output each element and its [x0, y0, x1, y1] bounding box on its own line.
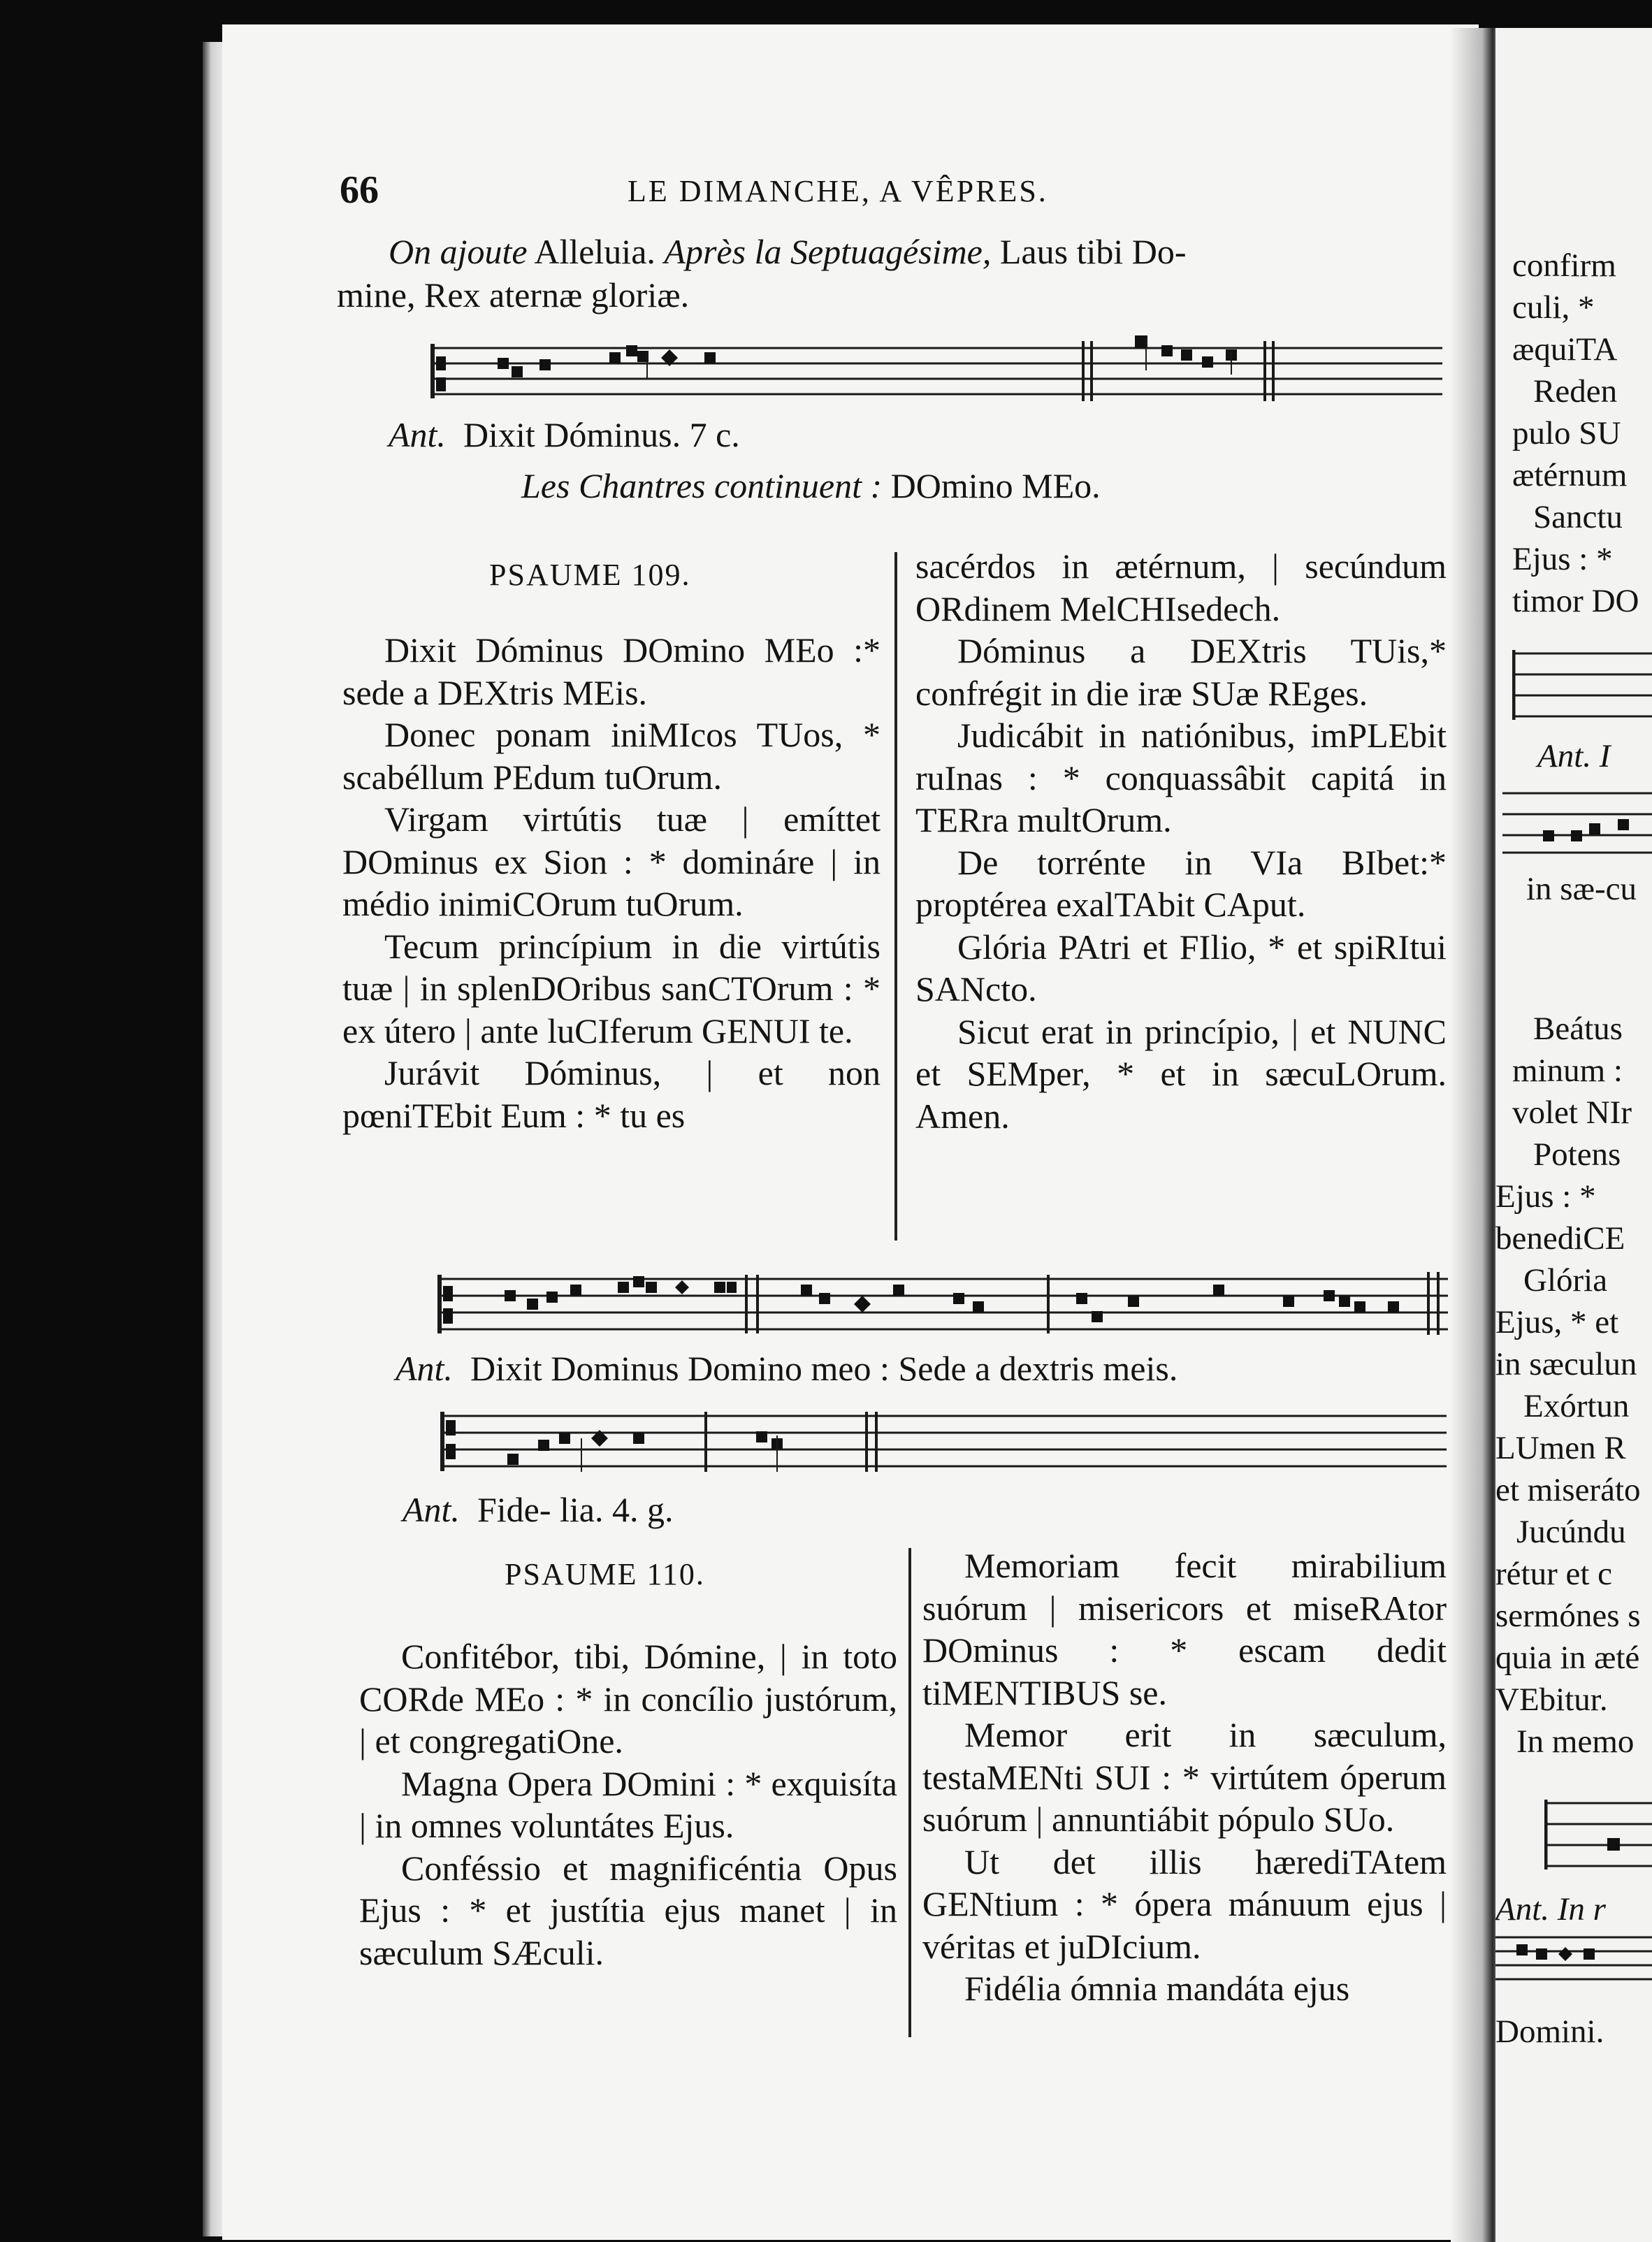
- book-spine-edge: [203, 42, 224, 2236]
- facing-line: volet NIr: [1512, 1094, 1632, 1131]
- facing-line: in sæculun: [1495, 1346, 1637, 1382]
- facing-line: timor DO: [1512, 583, 1639, 619]
- verse: Dixit Dóminus DOmino MEo :* sede a DEXtris MEis.: [342, 630, 881, 712]
- facing-line: Ejus : *: [1512, 541, 1613, 577]
- facing-line: rétur et c: [1495, 1556, 1613, 1592]
- verse: Confitébor, tibi, Dómine, | in toto CORde MEo : * in concílio justórum, | et congregatiOne.: [359, 1637, 897, 1760]
- page-number: 66: [340, 168, 379, 212]
- facing-line: Sanctu: [1533, 499, 1623, 535]
- facing-line: sermónes s: [1495, 1598, 1641, 1634]
- psalm-109-right-column: [915, 545, 1447, 1137]
- facing-line: benediCE: [1495, 1220, 1625, 1257]
- verse: Magna Opera DOmini : * exquisíta | in omnes voluntátes Ejus.: [359, 1763, 897, 1845]
- verse: Conféssio et magnificéntia Opus Ejus : * et justítia ejus manet | in sæculum SÆculi.: [359, 1848, 897, 1972]
- facing-line: et miseráto: [1495, 1472, 1641, 1508]
- facing-line: Ejus : *: [1495, 1178, 1596, 1215]
- facing-line: minum :: [1512, 1053, 1623, 1089]
- verse: Dóminus a DEXtris TUis,* confrégit in die iræ SUæ REges.: [915, 631, 1447, 713]
- facing-line: Jucúndu: [1516, 1514, 1626, 1550]
- psalm-110-title: PSAUME 110.: [505, 1557, 705, 1591]
- verse: Ut det illis hærediTAtem GENtium : * ópera mánuum ejus | véritas et juDIcium.: [922, 1842, 1447, 1966]
- facing-page: [1495, 28, 1652, 2242]
- facing-staff: [1495, 1929, 1652, 1992]
- verse: Jurávit Dóminus, | et non pœniTEbit Eum : * tu es: [342, 1053, 881, 1135]
- verse: Memor erit in sæculum, testaMENti SUI : * virtútem óperum suórum | annuntiábit pópulo SUo.: [922, 1715, 1447, 1839]
- facing-line: Potens: [1533, 1136, 1621, 1173]
- psalm-110-left-column: [359, 1635, 897, 1974]
- verse: Donec ponam iniMIcos TUos, * scabéllum PEdum tuOrum.: [342, 715, 881, 797]
- column-rule: [908, 1548, 911, 2037]
- column-rule: [894, 552, 897, 1241]
- antiphon-2: Ant. Dixit Dominus Domino meo : Sede a dextris meis.: [396, 1349, 1178, 1388]
- facing-line: Ant. I: [1537, 738, 1611, 774]
- psalm-109-title: PSAUME 109.: [489, 558, 691, 592]
- facing-line: Ejus, * et: [1495, 1304, 1619, 1340]
- chant-staff-fidelia: [440, 1405, 1447, 1482]
- facing-staff: [1512, 643, 1652, 727]
- antiphon-3: Ant. Fide- lia. 4. g.: [403, 1490, 674, 1529]
- facing-line: pulo SU: [1512, 415, 1621, 451]
- antiphon-1: Ant. Dixit Dóminus. 7 c.: [389, 415, 740, 454]
- facing-line: quia in æté: [1495, 1640, 1640, 1676]
- chant-staff-intonation: [430, 335, 1442, 405]
- psalm-110-right-column: [922, 1545, 1447, 2010]
- verse: Sicut erat in princípio, | et NUNC et SEMper, * et in sæcuLOrum. Amen.: [915, 1011, 1447, 1136]
- rubric-line-2: mine, Rex aternæ gloriæ.: [337, 275, 690, 314]
- facing-line: VEbitur.: [1495, 1682, 1608, 1718]
- verse: De torrénte in VIa BIbet:* proptérea exalTAbit CAput.: [915, 842, 1447, 924]
- facing-line: Beátus: [1533, 1011, 1623, 1047]
- facing-line: Glória: [1523, 1262, 1608, 1299]
- verse: Memoriam fecit mirabilium suórum | misericors et miseRAtor DOminus : * escam dedit tiMENTIBUS se.: [922, 1546, 1447, 1712]
- verse: sacérdos in ætérnum, | secúndum ORdinem MelCHIsedech.: [915, 547, 1447, 628]
- facing-staff: [1502, 783, 1652, 860]
- facing-line: culi, *: [1512, 289, 1595, 326]
- facing-line: æquiTA: [1512, 331, 1618, 368]
- rubric-line-1: On ajoute Alleluia. Après la Septuagésime, Laus tibi Do-: [389, 232, 1187, 271]
- facing-line: confirm: [1512, 247, 1616, 284]
- chant-staff-antiphon-dixit: [437, 1265, 1448, 1342]
- facing-line: Ant. In r: [1495, 1891, 1606, 1928]
- verse: Judicábit in natiónibus, imPLEbit ruInas : * conquassâbit capitá in TERra multOrum.: [915, 716, 1447, 839]
- verse: Fidélia ómnia mandáta ejus: [964, 1969, 1350, 2008]
- facing-line: ætérnum: [1512, 457, 1628, 493]
- facing-line: Domini.: [1495, 2013, 1604, 2050]
- verse: Tecum princípium in die virtútis tuæ | in splenDOribus sanCTOrum : * ex útero | ante luCIferum GENUI te.: [342, 926, 881, 1050]
- facing-line: LUmen R: [1495, 1430, 1626, 1466]
- verse: Glória PAtri et FIlio, * et spiRItui SANcto.: [915, 927, 1447, 1008]
- facing-line: In memo: [1516, 1723, 1635, 1760]
- cantors-rubric: Les Chantres continuent : DOmino MEo.: [521, 466, 1101, 505]
- running-title: LE DIMANCHE, A VÊPRES.: [628, 174, 1048, 208]
- verse: Virgam virtútis tuæ | emíttet DOminus ex Sion : * domináre | in médio inimiCOrum tuOrum.: [342, 800, 881, 923]
- facing-line: in sæ-cu: [1526, 871, 1637, 907]
- facing-line: Exórtun: [1523, 1388, 1630, 1424]
- psalm-109-left-column: [342, 629, 881, 1136]
- facing-staff: [1544, 1793, 1652, 1876]
- facing-line: Reden: [1533, 373, 1618, 410]
